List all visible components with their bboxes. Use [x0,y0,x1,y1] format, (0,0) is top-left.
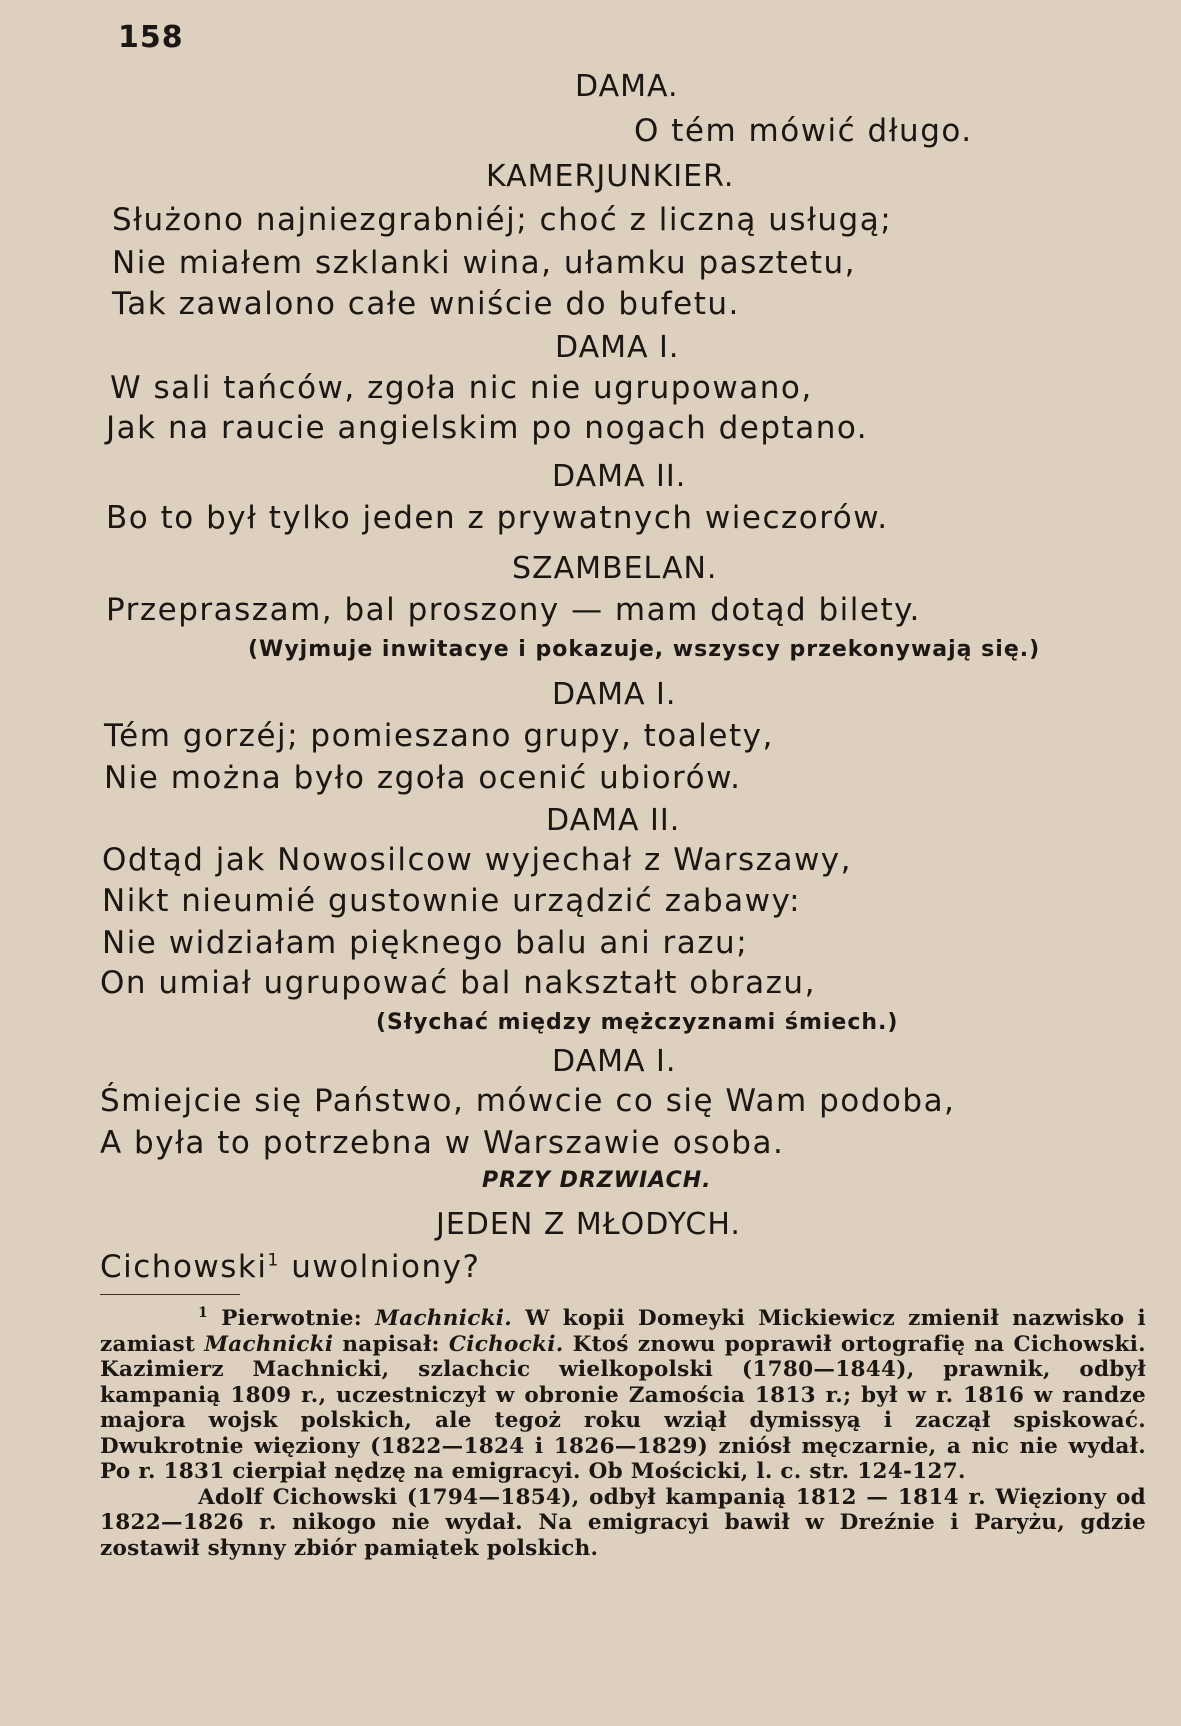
speaker-label: SZAMBELAN. [512,551,718,586]
speaker-label: DAMA II. [552,459,687,494]
verse-line: Odtąd jak Nowosilcow wyjechał z Warszawy, [102,842,852,878]
verse-line: Tém gorzéj; pomieszano grupy, toalety, [104,718,774,754]
stage-direction: PRZY DRZWIACH. [482,1168,712,1193]
page-number: 158 [118,20,184,55]
verse-line: A była to potrzebna w Warszawie osoba. [100,1125,785,1161]
verse-line: Jak na raucie angielskim po nogach deptano. [106,410,869,446]
verse-line: Tak zawalono całe wniście do bufetu. [112,286,740,322]
stage-direction: (Słychać między mężczyznami śmiech.) [376,1010,899,1035]
footnote-text: Machnicki [204,1331,334,1357]
verse-word: Cichowski [100,1249,268,1285]
verse-line: Nie widziałam pięknego balu ani razu; [102,925,749,961]
verse-line: Nikt nieumié gustownie urządzić zabawy: [102,883,802,919]
verse-line: Nie można było zgoła ocenić ubiorów. [104,760,742,796]
stage-direction: (Wyjmuje inwitacye i pokazuje, wszyscy przekonywają się.) [248,637,1041,662]
verse-line: Nie miałem szklanki wina, ułamku pasztetu, [112,245,856,281]
verse-line: Przepraszam, bal proszony — mam dotąd bilety. [106,592,921,628]
verse-line: W sali tańców, zgoła nic nie ugrupowano, [110,370,813,406]
speaker-label: JEDEN Z MŁODYCH. [436,1207,741,1242]
verse-line: Służono najniezgrabniéj; choć z liczną usługą; [112,202,893,238]
footnote-reference: 1 [267,1250,280,1271]
speaker-label: DAMA I. [552,677,677,712]
speaker-label: KAMERJUNKIER. [486,159,735,194]
verse-line [100,1249,481,1285]
verse-line: Śmiejcie się Państwo, mówcie co się Wam podoba, [100,1083,956,1119]
footnote-paragraph: Adolf Cichowski (1794—1854), odbył kampanią 1812 — 1814 r. Więziony od 1822—1826 r. nikogo nie wydał. Na emigracyi bawił w Dreźnie i Paryżu, gdzie zostawił słynny zbiór pamiątek polskich. [100,1484,1146,1561]
verse-word: uwolniony? [291,1249,481,1285]
footnote-text: Cichocki. [448,1331,564,1357]
footnote-text: Ktoś znowu poprawił ortografię na Cichowski. Kazimierz Machnicki, szlachcic wielkopolski (1780—1844), prawnik, odbył kampanią 1809 r., uczestniczył w obronie Zamościa 1813 r.; był w r. 1816 w randze majora wojsk polskich, ale tegoż roku wziął dymissyą i zaczął spiskować. Dwukrotnie więziony (1822—1824 i 1826—1829) zniósł męczarnie, a nic nie wydał. Po r. 1831 cierpiał nędzę na emigracyi. Ob Mościcki, l. c. str. 124-127. [100,1331,1146,1484]
footnote-text: Machnicki. [375,1306,513,1331]
speaker-label: DAMA I. [555,330,680,365]
speaker-label: DAMA I. [552,1044,677,1079]
footnote-paragraph [100,1306,1146,1485]
footnote-text: W kopii Domeyki Mickiewicz zmienił nazwisko i zamiast [100,1306,1146,1357]
footnote-rule [100,1294,240,1295]
footnote [100,1306,1146,1561]
speaker-label: DAMA II. [546,803,681,838]
footnote-label: 1 [198,1304,209,1321]
footnote-text: Pierwotnie: [221,1306,376,1331]
verse-line: O tém mówić długo. [634,113,973,149]
verse-line: Bo to był tylko jeden z prywatnych wieczorów. [106,500,889,536]
speaker-label: DAMA. [575,69,679,104]
verse-line: On umiał ugrupować bal nakształt obrazu, [100,965,816,1001]
footnote-text: napisał: [333,1331,449,1357]
